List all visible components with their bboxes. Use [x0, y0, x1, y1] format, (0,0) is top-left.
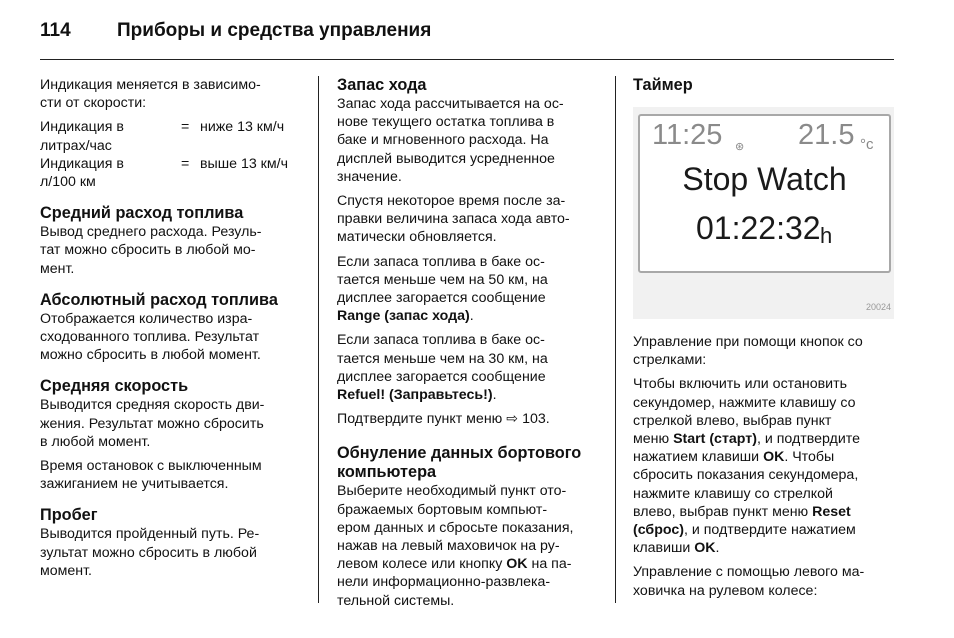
stopwatch-unit: h [820, 223, 833, 248]
range-message: Range (запас хода) [337, 308, 470, 325]
display-screen [638, 114, 891, 273]
temperature-unit: °c [860, 136, 874, 153]
section-heading: Запас хода [337, 76, 427, 94]
menu-reference: Подтвердите пункт меню ⇨ 103. [337, 411, 550, 428]
section-heading: Абсолютный расход топлива [40, 290, 278, 309]
section-abs-consumption: Абсолютный расход топлива Отображается количество изра- сходованного топлива. Результат можно сбросить в любой момент. [40, 291, 302, 365]
paragraph: Управление при помощи кнопок со стрелками: [633, 334, 863, 369]
section-heading: Таймер [633, 76, 693, 94]
section-heading: Средний расход топлива [40, 204, 244, 223]
display-title: Stop Watch [682, 161, 847, 197]
display-time: 11:25 [652, 119, 723, 151]
section-reset: Обнуление данных бортового компьютера Выберите необходимый пункт ото- бражаемых бортовым компьют- ером данных и сбросьте показания, нажав на левый маховичок на ру- левом колесе или кнопку OK на па- нели информационно-развлека- тельной системы. [337, 444, 599, 609]
ok-key: OK [763, 449, 785, 466]
column-divider [318, 76, 319, 603]
section-heading: Пробег [40, 506, 98, 525]
reset-menu-item: Reset [812, 503, 851, 520]
column-right [633, 76, 895, 606]
start-menu-item: Start (старт) [673, 431, 757, 448]
definition-row: Индикация в л/100 км = выше 13 км/ч [40, 155, 288, 190]
page-number: 114 [40, 20, 71, 41]
section-heading: Средняя скорость [40, 377, 189, 396]
column-left [40, 76, 302, 580]
definition-row: Индикация в литрах/час = ниже 13 км/ч [40, 119, 285, 154]
paragraph: Чтобы включить или остановить секундомер, нажмите клавишу со стрелкой влево, выбрав пункт меню Start (старт), и подтвердите нажатием клавиши OK. Чтобы сбросить показания секундомера, нажмите клавишу со стрелкой влево, выбрав пункт меню Reset (сброс), и подтвердите нажатием клавиши OK. [633, 376, 860, 557]
section-avg-consumption: Средний расход топлива Вывод среднего расхода. Резуль- тат можно сбросить в любой мо- мент. [40, 204, 302, 278]
page-header [40, 18, 894, 58]
stopwatch-value: 01:22:32 [696, 210, 821, 246]
chapter-title: Приборы и средства управления [117, 20, 432, 41]
section-range: Запас хода Запас хода рассчитывается на ос- нове текущего остатка топлива в баке и мгновенного расхода. На дисплей выводится усредненное значение. Спустя некоторое время после за- правки величина запаса хода авто- матически обновляется. Если запаса топлива в баке ос- тается меньше чем на 50 км, на дисплее загорается сообщение Range (запас хода). Если запаса топлива в баке ос- тается меньше чем на 30 км, на дисплее загорается сообщение Refuel! (Заправьтесь!). Подтвердите пункт меню ⇨ 103. [337, 76, 599, 428]
ok-key: OK [506, 556, 528, 573]
stopwatch-figure [633, 107, 894, 319]
header-rule [40, 59, 894, 60]
ok-key: OK [694, 540, 716, 557]
figure-number: 20024 [865, 301, 891, 312]
column-divider [615, 76, 616, 603]
column-middle [337, 76, 599, 610]
refuel-message: Refuel! (Заправьтесь!) [337, 387, 493, 404]
section-avg-speed: Средняя скорость Выводится средняя скорость дви- жения. Результат можно сбросить в любой момент. Время остановок с выключенным зажиганием не учитывается. [40, 377, 302, 493]
intro-paragraph: Индикация меняется в зависимо- сти от скорости: [40, 77, 261, 112]
section-mileage: Пробег Выводится пройденный путь. Ре- зультат можно сбросить в любой момент. [40, 506, 302, 580]
clock-icon: ⊛ [735, 141, 745, 153]
section-heading: Обнуление данных бортового [337, 444, 582, 463]
arrow-right-icon: ⇨ [506, 411, 519, 428]
section-heading: компьютера [337, 463, 437, 482]
display-temperature: 21.5 [798, 119, 855, 151]
paragraph: Управление с помощью левого ма- ховичка на рулевом колесе: [633, 564, 865, 599]
